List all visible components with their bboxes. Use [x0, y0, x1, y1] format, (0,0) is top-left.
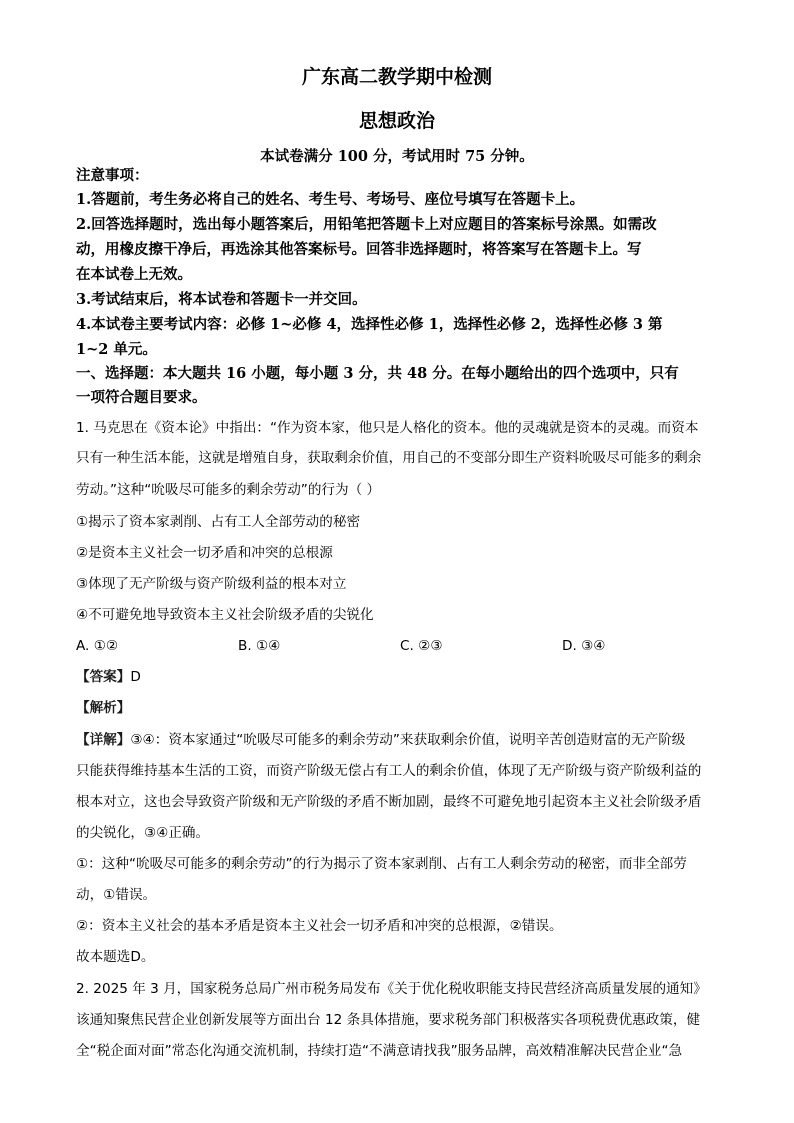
statement-item: ④不可避免地导致资本主义社会阶级矛盾的尖锐化	[76, 607, 374, 623]
analysis-line	[76, 698, 726, 718]
detail-line: 动，①错误。	[76, 887, 157, 903]
section-heading: 一项符合题目要求。	[76, 389, 207, 406]
question-stem: 1. 马克思在《资本论》中指出：“作为资本家，他只是人格化的资本。他的灵魂就是资本的灵魂。而资本	[76, 420, 699, 436]
option-d: D. ③④	[562, 638, 606, 654]
notice-line: 1.答题前，考生务必将自己的姓名、考生号、考场号、座位号填写在答题卡上。	[76, 191, 585, 208]
answer-line	[76, 667, 726, 687]
option-a: A. ①②	[76, 638, 119, 654]
notice-line: 在本试卷上无效。	[76, 266, 192, 283]
statement-item: ②是资本主义社会一切矛盾和冲突的总根源	[76, 545, 333, 561]
detail-line: 故本题选D。	[76, 949, 155, 965]
question-stem: 只有一种生活本能，这就是增殖自身，获取剩余价值，用自己的不变部分即生产资料吮吸尽可能多的剩余	[76, 450, 702, 466]
subject-title: 思想政治	[358, 110, 435, 132]
question-stem: 2. 2025 年 3 月，国家税务总局广州市税务局发布《关于优化税收职能支持民营经济高质量发展的通知》	[76, 981, 707, 997]
notice-line: 4.本试卷主要考试内容：必修 1~必修 4，选择性必修 1，选择性必修 2，选择性必修 3 第	[76, 316, 663, 333]
notice-line: 2.回答选择题时，选出每小题答案后，用铅笔把答题卡上对应题目的答案标号涂黑。如需改	[76, 216, 657, 233]
notice-line: 动，用橡皮擦干净后，再选涂其他答案标号。回答非选择题时，将答案写在答题卡上。写	[76, 241, 642, 258]
detail-line: ②：资本主义社会的基本矛盾是资本主义社会一切矛盾和冲突的总根源，②错误。	[76, 918, 563, 934]
option-b: B. ①④	[238, 638, 281, 654]
question-stem: 该通知聚焦民营企业创新发展等方面出台 12 条具体措施，要求税务部门积极落实各项税费优惠政策，健	[76, 1012, 701, 1028]
statement-item: ③体现了无产阶级与资产阶级利益的根本对立	[76, 576, 347, 592]
option-c: C. ②③	[400, 638, 443, 654]
detail-text: ③④：资本家通过“吮吸尽可能多的剩余劳动”来获取剩余价值，说明辛苦创造财富的无产阶级	[130, 732, 686, 748]
exam-title: 广东高二教学期中检测	[301, 66, 492, 88]
detail-tag: 【详解】	[76, 732, 131, 748]
notice-line: 3.考试结束后，将本试卷和答题卡一并交回。	[76, 291, 367, 308]
detail-line: ①：这种“吮吸尽可能多的剩余劳动”的行为揭示了资本家剥削、占有工人剩余劳动的秘密，而非全部劳	[76, 856, 687, 872]
notice-line: 1~2 单元。	[76, 341, 157, 358]
detail-line	[76, 730, 726, 750]
detail-line: 的尖锐化，③④正确。	[76, 825, 210, 841]
section-heading: 一、选择题：本大题共 16 小题，每小题 3 分，共 48 分。在每小题给出的四个选项中，只有	[76, 365, 679, 382]
detail-line: 只能获得维持基本生活的工资，而资产阶级无偿占有工人的剩余价值，体现了无产阶级与资产阶级利益的	[76, 763, 702, 779]
notice-heading: 注意事项：	[76, 167, 149, 184]
question-stem: 全“税企面对面”常态化沟通交流机制，持续打造“不满意请找我”服务品牌，高效精准解决民营企业“急	[76, 1043, 683, 1059]
answer-value: D	[130, 669, 141, 685]
answer-tag: 【答案】	[76, 669, 131, 685]
exam-info: 本试卷满分 100 分，考试用时 75 分钟。	[260, 148, 534, 165]
question-stem: 劳动。”这种“吮吸尽可能多的剩余劳动”的行为（ ）	[76, 482, 381, 498]
detail-line: 根本对立，这也会导致资产阶级和无产阶级的矛盾不断加剧，最终不可避免地引起资本主义社会阶级矛盾	[76, 794, 702, 810]
analysis-tag: 【解析】	[76, 700, 131, 716]
statement-item: ①揭示了资本家剥削、占有工人全部劳动的秘密	[76, 514, 361, 530]
